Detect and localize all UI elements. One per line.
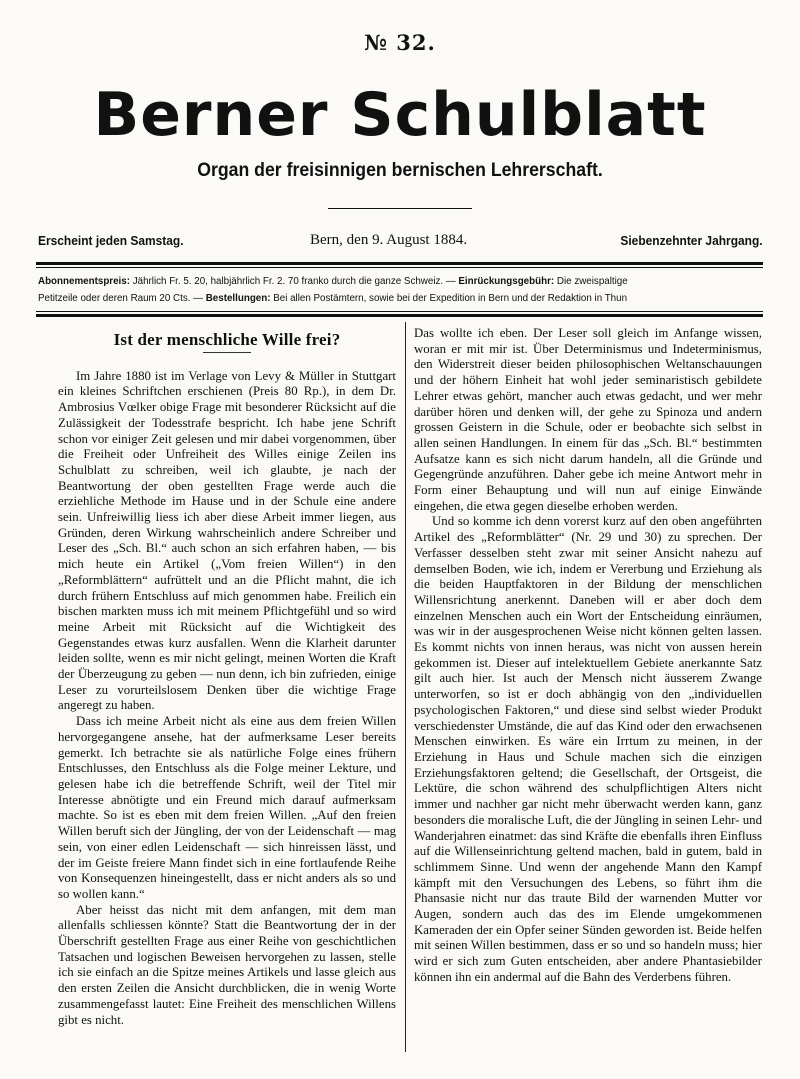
newspaper-subtitle: Organ der freisinnigen bernischen Lehrerschaft. <box>197 160 603 181</box>
column-divider <box>405 322 406 1052</box>
subscription-label: Abonnementspreis: <box>38 276 130 287</box>
article-paragraph: Im Jahre 1880 ist im Verlage von Levy & Müller in Stuttgart ein kleines Schriftchen erschienen (Preis 80 Rp.), in dem Dr. Ambrosius Vœlker obige Frage mit besonderer Rücksicht auf die Zulässigkeit der Todesstrafe bespricht. Ich habe jene Schrift schon vor einiger Zeit gelesen und mir dabei vorgenommen, über die Freiheit oder Unfreiheit des Willes einige Zeilen ins Schulblatt zu schreiben, weil ich glaubte, je nach der Beantwortung der oben gestellten Frage werde auch die erziehliche Methode im Hause und in der Schule eine andere sein. Unfreiwillig liess ich aber diese Arbeit immer liegen, aus Gründen, deren Wirkung wahrscheinlich andere Schreiber und Leser des „Sch. Bl.“ auch schon an sich erfahren haben, — bis mich heute ein Artikel („Vom freien Willen“) in den „Reformblättern“ aufrüttelt und an die Pflicht mahnt, die ich durch frühern Entschluss auf mich genommen habe. Freilich ein bischen markten muss ich mit meinem Pflichtgefühl und so wird meine Arbeit mit Rücksicht auf die Wichtigkeit des Gegenstandes etwas kurz ausfallen. Wenn die Klarheit darunter leiden sollte, wenn es mir nicht gelingt, meinen Worten die Kraft der Überzeugung zu geben — nun denn, ich bin zufrieden, einige Leser zu vorurteilslosem Denken über die wichtige Frage angeregt zu haben. <box>58 368 396 713</box>
subscription-notice <box>38 273 761 307</box>
article-paragraph: Und so komme ich denn vorerst kurz auf den oben angeführten Artikel des „Reformblätter“ (Nr. 29 und 30) zu sprechen. Der Verfasser desselben steht zwar mit seiner Ansicht nahezu auf demselben Boden, wie ich, indem er Vererbung und Erziehung als die beiden Hauptfaktoren in der Bildung der menschlichen Willensrichtung anerkennt. Daneben will er aber doch dem einzelnen Menschen auch ein Wort der Entscheidung einräumen, was wir in der ausgesprochenen Weise nicht können gelten lassen. Es kommt nichts von innen heraus, was nicht von aussen herein gekommen ist. Dieser auf intelektuellem Gebiete anerkannte Satz gilt auch hier. Ist auch der Mensch nicht äusserem Zwange unterworfen, so ist er doch abhängig von den „individuellen psychologischen Faktoren,“ und diese sind selbst wieder Produkt verschiedenster Umstände, die auf das Kind oder den erwachsenen Menschen einwirken. Es wäre ein Irrtum zu meinen, in der Erziehung in Haus und Schule machen sich die einzigen Erziehungsfaktoren geltend; die Gesellschaft, der Ortsgeist, die Lektüre, die schon während des schulpflichtigen Alters nicht immer und nachher gar nicht mehr überwacht werden kann, ganz besonders die moralische Luft, die der Jüngling in seinen Lehr- und Wanderjahren einatmet: das sind Kräfte die ebenfalls ihren Einfluss auf die Willenseinrichtung geltend machen, bald in gutem, bald in schlimmem Sinne. Und wenn der angehende Mann den Kampf kämpft mit den Versuchungen des Lebens, so führt ihm die Phansasie nicht nur das traute Bild der warnenden Mutter vor Augen, sondern auch das des im Elende umgekommenen Kameraden der ein Opfer seiner Sünden geworden ist. Beide helfen mit seinen Willen bestimmen, dass er so und so handeln muss; hier wird er sich zum Guten entscheiden, aber andere Phantasiebilder können ihn ein andermal auf die Bahn des Verderbens führen. <box>414 514 762 984</box>
issue-number: № 32. <box>364 30 436 55</box>
volume-year: Siebenzehnter Jahrgang. <box>620 233 763 248</box>
subscription-text: Jährlich Fr. 5. 20, halbjährlich Fr. 2. 70 franko durch die ganze Schweiz. — <box>130 276 459 287</box>
orders-text: Bei allen Postämtern, sowie bei der Expedition in Bern und der Redaktion in Thun <box>270 293 628 304</box>
notice-top-rule <box>36 262 763 265</box>
article-paragraph: Das wollte ich eben. Der Leser soll gleich im Anfange wissen, woran er mit mir ist. Über Determinismus und Indeterminismus, den Widerstreit dieser beiden philosophischen Weltanschauungen und der höhern Einheit hat wohl jeder seminaristisch gebildete Lehrer etwas gehört, mancher auch etwas gedacht, und wer mehr darüber hören und denken will, der gehe zu Spinoza und andern grossen Geistern in die Schule, oder er beobachte sich selbst in allen seinen Handlungen. In einem für das „Sch. Bl.“ bestimmten Aufsatze kann es sich nicht darum handeln, all die Gründe und Gegengründe anzuführen. Daher gebe ich meine Antwort mehr in Form einer Behauptung und will nun auf einige Einwände eingehen, die etwa gegen dieselbe erhoben werden. <box>414 326 762 513</box>
orders-label: Bestellungen: <box>205 293 271 304</box>
article-paragraph: Dass ich meine Arbeit nicht als eine aus dem freien Willen hervorgegangene ansehe, hat der aufmerksame Leser bereits gemerkt. Ich betrachte sie als natürliche Folge eines frühern Entschlusses, den Entschluss als die Folge meiner Lekture, und gelesen habe ich die betreffende Schrift, weil der Titel mir Interesse abnötigte und ein Freund mich darauf aufmerksam machte. So ist es eben mit dem freien Willen. „Auf den freien Willen beruft sich der Jüngling, der von der Leidenschaft — mag sein, von einer edlen Leidenschaft — sich hinreissen lässt, und der im Geiste freiere Mann findet sich in eine fortlaufende Reihe von Konsequenzen hineingestellt, dass er nicht anders als so und so wollen kann.“ <box>58 714 396 901</box>
article-right-column <box>414 326 762 986</box>
notice-bottom-rule <box>36 311 763 312</box>
article-title: Ist der menschliche Wille frei? <box>113 330 341 349</box>
title-divider <box>328 208 472 209</box>
dateline-bar <box>38 232 763 254</box>
article-title-rule <box>203 352 251 353</box>
article-left-column <box>58 326 396 1028</box>
notice-line-1 <box>38 273 761 290</box>
insertion-label: Einrückungsgebühr: <box>458 276 555 287</box>
publication-frequency: Erscheint jeden Samstag. <box>38 233 184 248</box>
insertion-text-2: Petitzeile oder deren Raum 20 Cts. — <box>38 293 206 304</box>
notice-line-2 <box>38 290 761 307</box>
notice-bottom-rule-thick <box>36 314 763 317</box>
insertion-text: Die zweispaltige <box>554 276 628 287</box>
article-paragraph: Aber heisst das nicht mit dem anfangen, mit dem man allenfalls schliessen könnte? Statt die Beantwortung der in der Überschrift gestellten Frage aus einer Reihe von geschichtlichen Tatsachen und logischen Beweisen hervorgehen zu lassen, stelle ich sie einfach an die Spitze meines Artikels und lasse gleich aus den ersten Zeilen die Ansicht durchblicken, die in wenig Worte zusammengefasst lautet: Eine Freiheit des menschlichen Willens gibt es nicht. <box>58 902 396 1027</box>
notice-top-rule-thin <box>36 267 763 268</box>
publication-date: Bern, den 9. August 1884. <box>310 232 468 248</box>
newspaper-title: Berner Schulblatt <box>93 80 707 150</box>
